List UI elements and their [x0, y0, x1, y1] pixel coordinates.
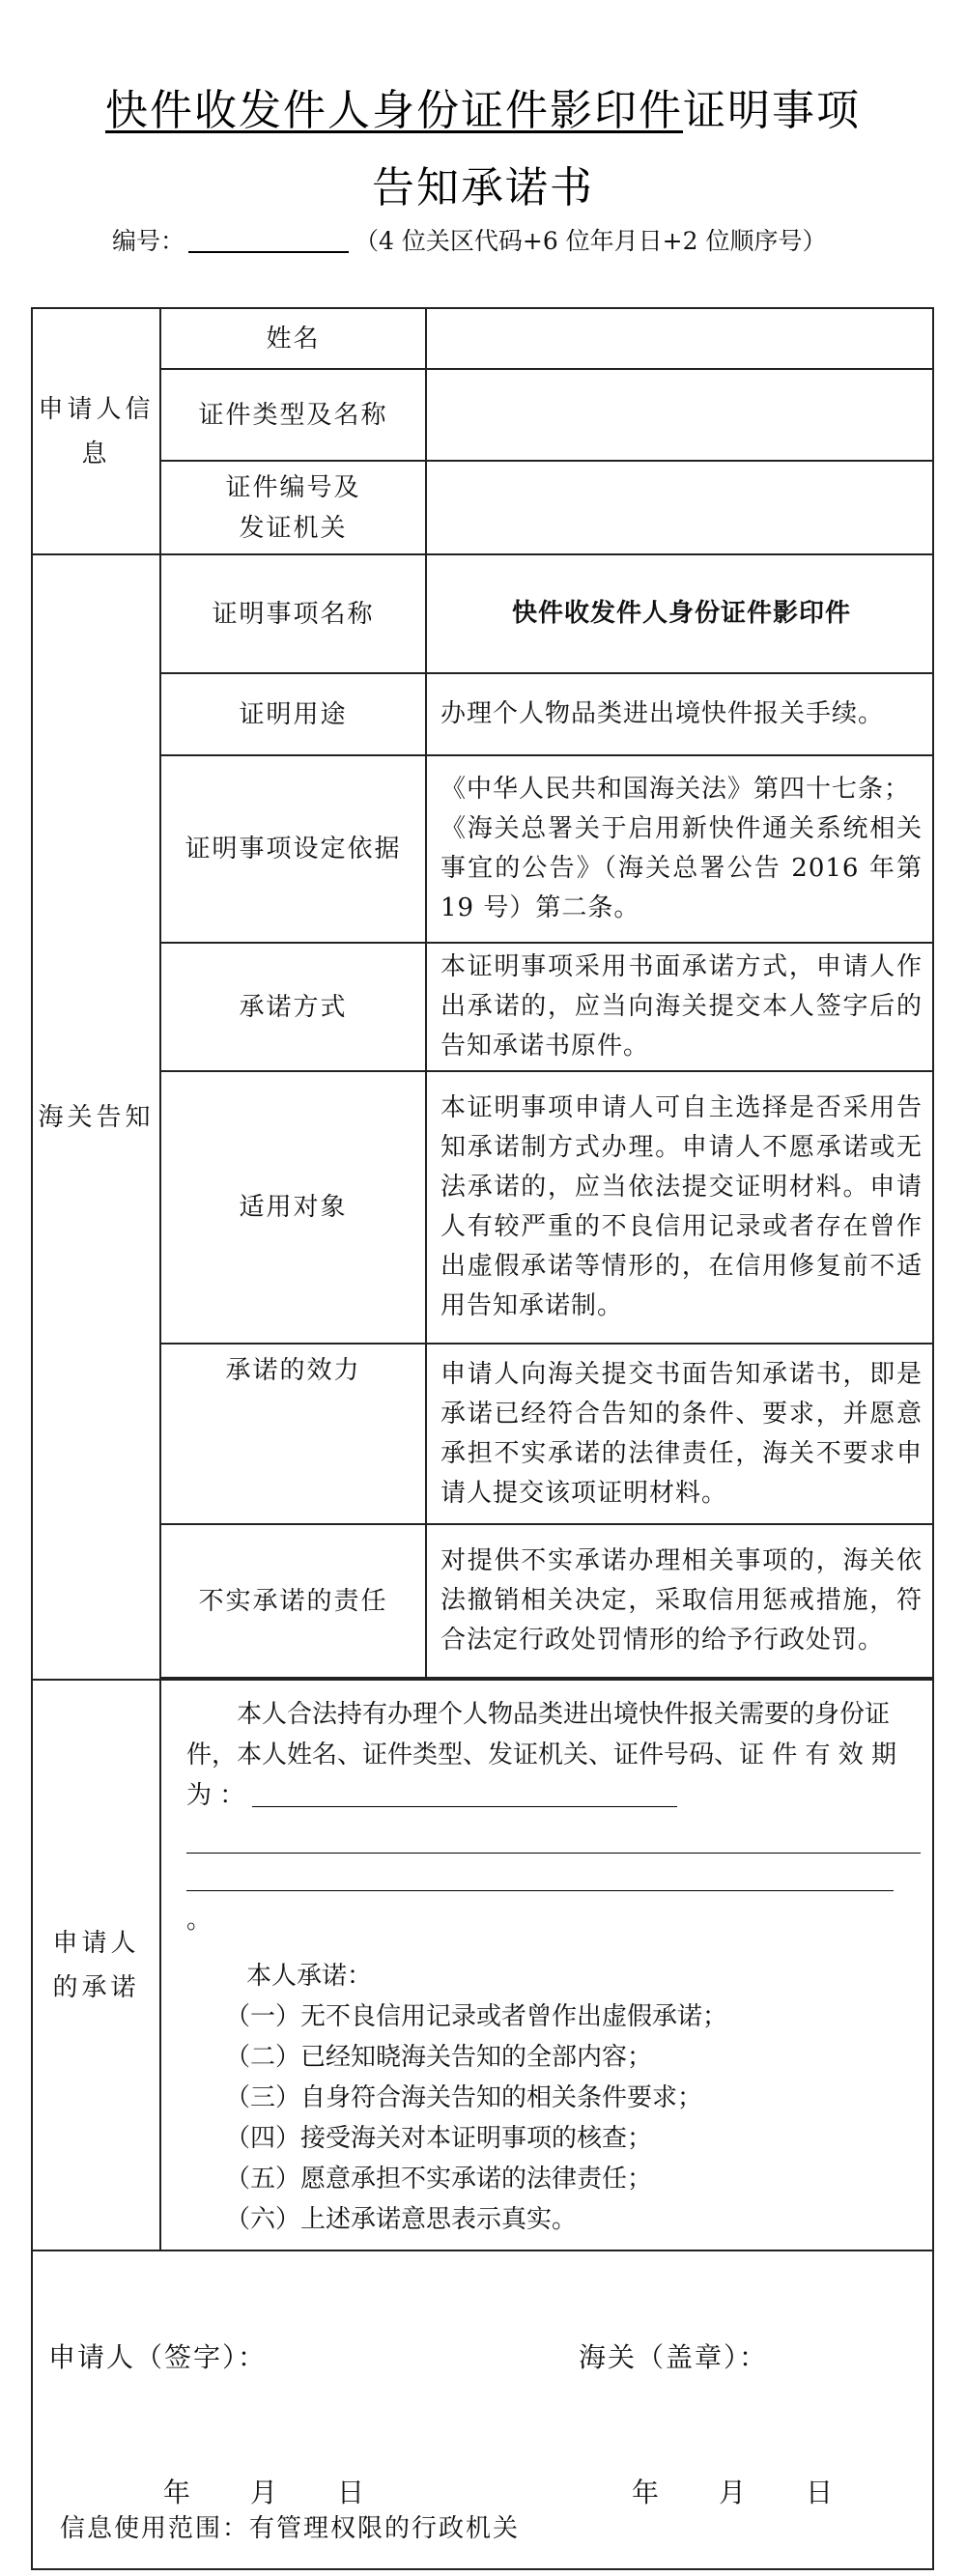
- document-title: [0, 75, 966, 137]
- scope-value: 本证明事项申请人可自主选择是否采用告知承诺制方式办理。申请人不愿承诺或无法承诺的，应当依法提交证明材料。申请人有较严重的不良信用记录或者存在曾作出虚假承诺等情形的，在信用修复前不适用告知承诺制。: [426, 1071, 933, 1344]
- blank-line-2[interactable]: [186, 1816, 921, 1854]
- applicant-date: 年 月 日: [163, 2477, 367, 2508]
- method-label: 承诺方式: [160, 943, 426, 1071]
- validity-blank[interactable]: [252, 1777, 677, 1807]
- customs-seal-label[interactable]: 海关（盖章）：: [579, 2341, 769, 2373]
- commitment-intro: 本人合法持有办理个人物品类进出境快件报关需要的身份证件，本人姓名、证件类型、发证机关、证件号码、证 件 有 效 期 为 ：: [186, 1700, 897, 1810]
- pledge-item: （四）接受海关对本证明事项的核查；: [225, 2124, 653, 2153]
- title-underlined-part: 快件收发件人身份证件影印件: [105, 86, 683, 135]
- purpose-value: 办理个人物品类进出境快件报关手续。: [426, 673, 933, 755]
- applicant-signature-label[interactable]: 申请人（签字）：: [48, 2341, 268, 2373]
- commitment-body: [160, 1680, 933, 2250]
- title-rest: 证明事项: [683, 86, 861, 135]
- effect-label: 承诺的效力: [160, 1344, 426, 1524]
- pledge-item: （六）上述承诺意思表示真实。: [225, 2205, 578, 2234]
- pledge-item: （二）已经知晓海关告知的全部内容；: [225, 2043, 653, 2072]
- id-type-field[interactable]: [426, 369, 933, 461]
- customs-notice-section: 海关告知: [32, 554, 160, 1680]
- item-name-label: 证明事项名称: [160, 554, 426, 673]
- document-subtitle: 告知承诺书: [372, 163, 594, 212]
- pledge-item: （一）无不良信用记录或者曾作出虚假承诺；: [225, 2002, 728, 2031]
- basis-label: 证明事项设定依据: [160, 755, 426, 943]
- number-line: [112, 222, 826, 257]
- effect-value: 申请人向海关提交书面告知承诺书，即是承诺已经符合告知的条件、要求，并愿意承担不实承诺的法律责任，海关不要求申请人提交该项证明材料。: [426, 1344, 933, 1524]
- id-number-label: 证件编号及 发证机关: [160, 461, 426, 554]
- method-value: 本证明事项采用书面承诺方式，申请人作出承诺的，应当向海关提交本人签字后的告知承诺书原件。: [426, 943, 933, 1071]
- id-number-field[interactable]: [426, 461, 933, 554]
- number-blank[interactable]: [188, 226, 349, 253]
- number-label: 编号：: [112, 227, 185, 255]
- usage-scope-note: 信息使用范围：有管理权限的行政机关: [60, 2514, 521, 2543]
- customs-date: 年 月 日: [632, 2477, 836, 2508]
- commitment-section: 申请人 的承诺: [32, 1680, 160, 2250]
- end-mark: 。: [186, 1906, 213, 1935]
- name-label: 姓名: [160, 308, 426, 369]
- basis-value: 《中华人民共和国海关法》第四十七条； 《海关总署关于启用新快件通关系统相关事宜的公告》（海关总署公告 2016 年第 19 号）第二条。: [426, 755, 933, 943]
- purpose-label: 证明用途: [160, 673, 426, 755]
- id-type-label: 证件类型及名称: [160, 369, 426, 461]
- pledge-lead: 本人承诺：: [246, 1962, 373, 1991]
- name-field[interactable]: [426, 308, 933, 369]
- commitment-form-table: [31, 307, 934, 2570]
- blank-line-3[interactable]: [186, 1854, 894, 1891]
- liability-value: 对提供不实承诺办理相关事项的，海关依法撤销相关决定，采取信用惩戒措施，符合法定行政处罚情形的给予行政处罚。: [426, 1524, 933, 1678]
- pledge-item: （五）愿意承担不实承诺的法律责任；: [225, 2165, 653, 2194]
- liability-label: 不实承诺的责任: [160, 1524, 426, 1678]
- number-hint: （4 位关区代码+6 位年月日+2 位顺序号）: [355, 227, 827, 255]
- applicant-info-section: 申请人信息: [32, 308, 160, 554]
- scope-label: 适用对象: [160, 1071, 426, 1344]
- pledge-item: （三）自身符合海关告知的相关条件要求；: [225, 2083, 703, 2112]
- item-name-value: 快件收发件人身份证件影印件: [426, 554, 933, 673]
